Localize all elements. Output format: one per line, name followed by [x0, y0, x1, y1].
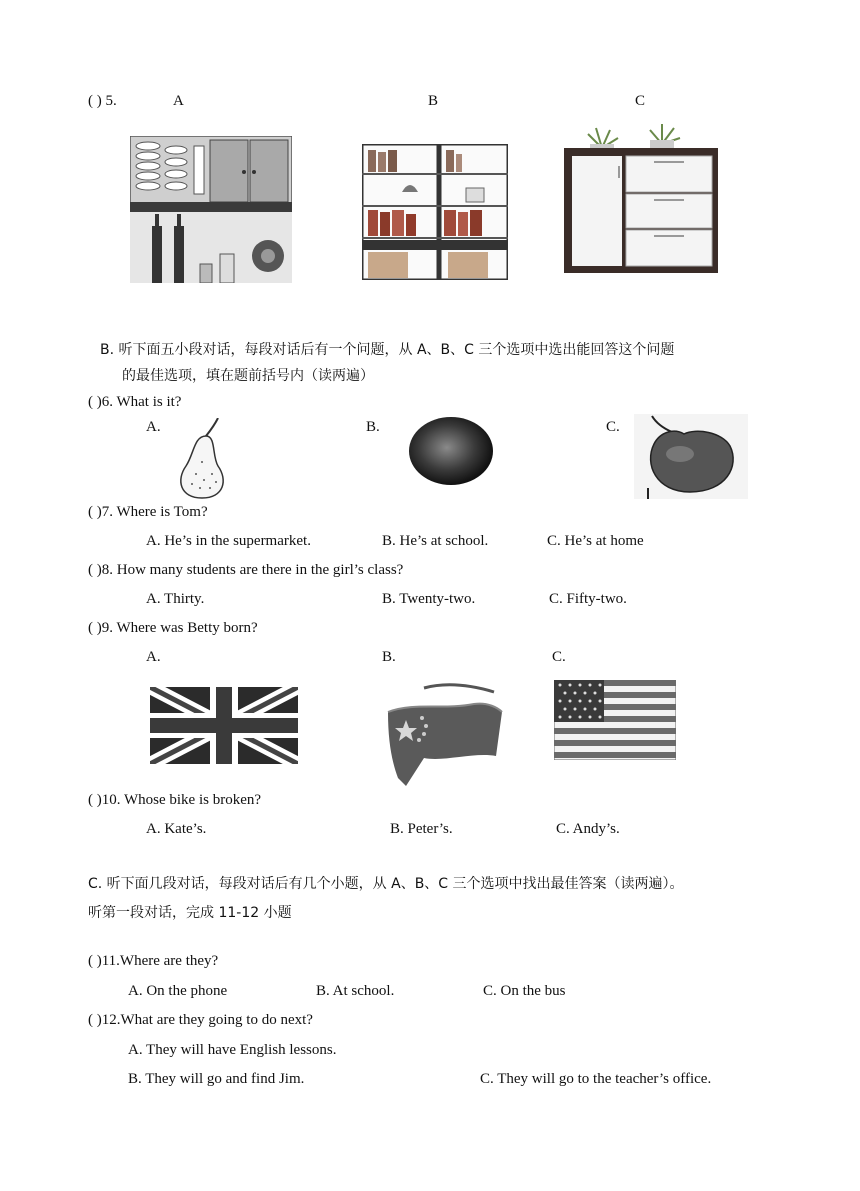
q9-option-b-label: B. — [382, 649, 396, 665]
q10-option-c: C. Andy’s. — [556, 821, 620, 837]
q12-option-b: B. They will go and find Jim. — [128, 1071, 305, 1087]
q8-question: ( )8. How many students are there in the girl’s class? — [88, 562, 404, 578]
ball-image — [408, 416, 494, 486]
q8-option-a: A. Thirty. — [146, 591, 205, 607]
q5-number: ( ) 5. — [88, 93, 117, 109]
q6-option-c-label: C. — [606, 419, 620, 435]
q8-option-c: C. Fifty-two. — [549, 591, 627, 607]
q11-option-a: A. On the phone — [128, 983, 228, 999]
q11-option-c: C. On the bus — [483, 983, 566, 999]
q6-option-a-label: A. — [146, 419, 161, 435]
china-flag-image — [384, 682, 506, 786]
section-b-instruction-cont: 的最佳选项，填在题前括号内（读两遍） — [122, 368, 374, 384]
q12-option-a: A. They will have English lessons. — [128, 1042, 337, 1058]
q10-option-a: A. Kate’s. — [146, 821, 207, 837]
us-flag-image — [554, 680, 676, 760]
q12-question: ( )12.What are they going to do next? — [88, 1012, 313, 1028]
q6-option-b-label: B. — [366, 419, 380, 435]
q10-question: ( )10. Whose bike is broken? — [88, 792, 262, 808]
q11-question: ( )11.Where are they? — [88, 953, 219, 969]
q7-question: ( )7. Where is Tom? — [88, 504, 208, 520]
q9-option-a-label: A. — [146, 649, 161, 665]
q5-option-c-label: C — [635, 93, 646, 109]
kitchen-cupboard-image — [130, 136, 292, 283]
q9-option-c-label: C. — [552, 649, 566, 665]
cabinet-image — [562, 120, 720, 277]
q11-option-b: B. At school. — [316, 983, 395, 999]
q7-option-c: C. He’s at home — [547, 533, 644, 549]
uk-flag-image — [150, 687, 298, 764]
apple-image — [634, 414, 748, 499]
q7-option-a: A. He’s in the supermarket. — [146, 533, 311, 549]
pear-image — [172, 418, 232, 500]
q9-question: ( )9. Where was Betty born? — [88, 620, 258, 636]
q12-option-c: C. They will go to the teacher’s office. — [480, 1071, 712, 1087]
section-b-instruction: B. 听下面五小段对话，每段对话后有一个问题，从 A、B、C 三个选项中选出能回答这个问题 — [100, 342, 675, 358]
q10-option-b: B. Peter’s. — [390, 821, 453, 837]
q6-question: ( )6. What is it? — [88, 394, 182, 410]
section-c-instruction: C. 听下面几段对话，每段对话后有几个小题，从 A、B、C 三个选项中找出最佳答案（读两遍）。 — [88, 876, 684, 892]
q5-option-a-label: A — [173, 93, 184, 109]
q8-option-b: B. Twenty-two. — [382, 591, 476, 607]
section-c-subinstruction: 听第一段对话，完成 11-12 小题 — [88, 905, 292, 921]
q7-option-b: B. He’s at school. — [382, 533, 489, 549]
bookshelf-image — [362, 144, 508, 280]
q5-option-b-label: B — [428, 93, 439, 109]
